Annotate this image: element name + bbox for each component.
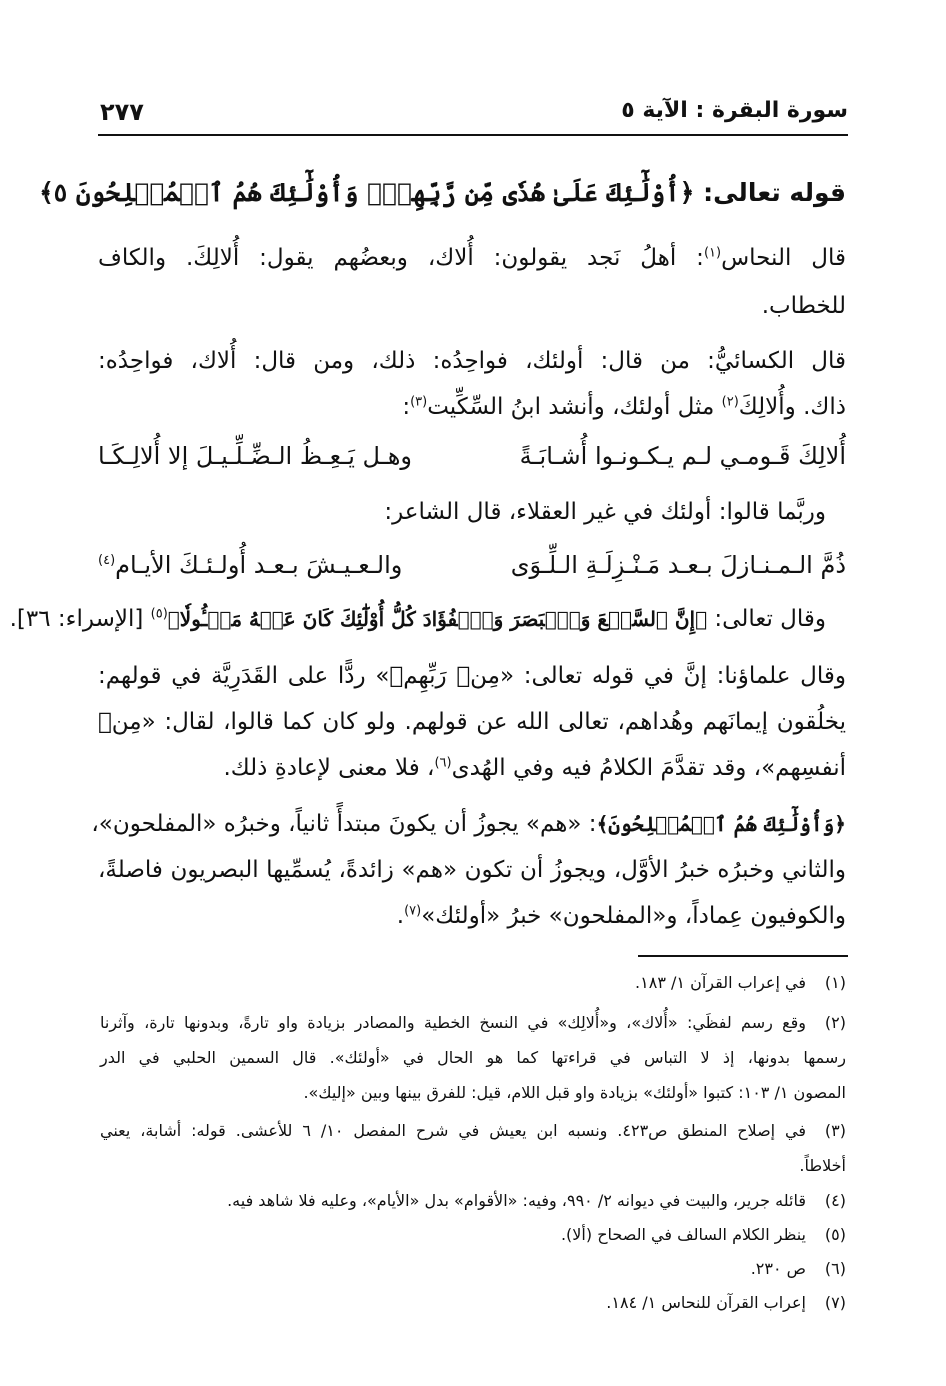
paragraph-line: والكوفيون عِماداً، و«المفلحون» خبرُ «أولئك»$^{(٧)}$. bbox=[396, 903, 846, 929]
footnote-rule bbox=[638, 955, 848, 957]
paragraph-line: قال النحاس$^{(١)}$: أهلُ نَجد يقولون: أُلاك، وبعضُهم يقول: أُلالِكَ. والكاف bbox=[98, 245, 846, 271]
footnote-ref: (٣) bbox=[410, 394, 428, 410]
footnote-ref: (٧) bbox=[404, 903, 422, 919]
paragraph-line: وقال علماؤنا: إنَّ في قوله تعالى: «مِنۡ رَبِّهِمۡ» ردًّا على القَدَرِيَّة في قولهم: bbox=[98, 663, 846, 689]
poem-verse bbox=[98, 551, 846, 585]
paragraph-line: والثاني وخبرُه خبرُ الأوَّل، ويجوزُ أن تكون «هم» زائدةً، يُسمِّيها البصريون فاصلةً، bbox=[98, 857, 846, 883]
poem-hemistich: ذُمَّ الـمـنـازلَ بـعـد مَـنْـزِلَـةِ الـلِّـوَى bbox=[510, 551, 846, 579]
footnote-text: في إعراب القرآن ١/ ١٨٣. bbox=[635, 973, 806, 992]
page-header bbox=[100, 98, 848, 134]
footnote-number: (٢) bbox=[824, 1013, 846, 1032]
footnote-text: ص ٢٣٠. bbox=[750, 1259, 806, 1278]
paragraph-line: وقال تعالى: ﴿إِنَّ ٱلسَّمۡعَ وَٱلۡبَصَرَ وَٱلۡفُؤَادَ كُلُّ أُوْلَٰٓئِكَ كَانَ عَنۡهُ مَسۡـُٔولٗا﴾$^{(٥)}$ [الإسراء: ٣٦]. bbox=[9, 606, 826, 632]
verse-heading bbox=[39, 178, 846, 208]
footnote-number: (٤) bbox=[824, 1191, 846, 1210]
footnote-number: (٧) bbox=[824, 1293, 846, 1312]
footnote-text: ينظر الكلام السالف في الصحاح (ألا). bbox=[560, 1225, 806, 1244]
paragraph-line: يخلُقون إيمانَهم وهُداهم، تعالى الله عن قولهم. ولو كان كما قالوا، لقال: «مِنۡ bbox=[98, 709, 846, 735]
footnote-number: (٦) bbox=[824, 1259, 846, 1278]
header-rule bbox=[98, 134, 848, 136]
paragraph-line: قال الكسائيُّ: من قال: أولئك، فواحِدُه: ذلك، ومن قال: أُلاك، فواحِدُه: bbox=[98, 348, 846, 374]
poem-hemistich: أُلالِكَ قَـومـي لـم يـكـونـوا أُشـابَـةً bbox=[519, 442, 846, 470]
paragraph-line: للخطاب. bbox=[761, 293, 846, 319]
footnote-text: المصون ١/ ١٠٣: كتبوا «أولئك» بزيادة واو قبل اللام، قيل: للفرق بينها وبين «إليك». bbox=[303, 1083, 846, 1102]
page-number: ٢٧٧ bbox=[100, 98, 144, 126]
paragraph-line: أنفسِهم»، وقد تقدَّمَ الكلامُ فيه وفي الهُدى$^{(٦)}$، فلا معنى لإعادةِ ذلك. bbox=[223, 755, 846, 781]
paragraph-line: وربَّما قالوا: أولئك في غير العقلاء، قال الشاعر: bbox=[384, 499, 826, 525]
footnote-text: وقع رسم لفظَي: «أُلاك»، و«أُلالِك» في النسخ الخطية والمصادر بزيادة واو تارةً، وبدونها تارة، وآثرنا bbox=[100, 1013, 806, 1032]
footnote-text: أخلاطاً. bbox=[799, 1156, 846, 1175]
footnote-text: رسمها بدونها، إذ لا التباس في قراءتها كما هو الحال في «أولئك». قال السمين الحلبي في الدر bbox=[100, 1048, 846, 1067]
footnote-ref: (٥) bbox=[150, 606, 168, 622]
verse-text: ﴿أُوْلَٰٓئِكَ عَلَىٰ هُدٗى مِّن رَّبِّهِمۡۖ وَأُوْلَٰٓئِكَ هُمُ ٱلۡمُفۡلِحُونَ ٥﴾ bbox=[39, 178, 695, 207]
paragraph-line: ذاك. وأُلالِكَ$^{(٢)}$ مثل أولئك، وأنشد ابنُ السِّكِّيت$^{(٣)}$: bbox=[402, 394, 846, 420]
footnote-number: (٥) bbox=[824, 1225, 846, 1244]
verse-intro: قوله تعالى: bbox=[703, 178, 846, 207]
verse-quote: ﴿وَأُوْلَٰٓئِكَ هُمُ ٱلۡمُفۡلِحُونَ﴾ bbox=[596, 812, 846, 836]
footnote-ref: (١) bbox=[703, 245, 722, 261]
poem-verse bbox=[98, 442, 846, 476]
running-title: سورة البقرة : الآية ٥ bbox=[621, 98, 848, 123]
poem-hemistich: والـعـيـشَ بـعـد أُولـئـكَ الأيـام$^{(٤)}$ bbox=[98, 551, 403, 579]
footnote-text: قائله جرير، والبيت في ديوانه ٢/ ٩٩٠، وفيه: «الأقوام» بدل «الأيام»، وعليه فلا شاهد فيه. bbox=[227, 1191, 806, 1210]
footnote-ref: (٤) bbox=[98, 553, 116, 568]
poem-hemistich: وهـل يَـعِـظُ الـضِّـلِّـيـلَ إلا أُلالِـكَـا bbox=[98, 442, 413, 470]
footnote-text: إعراب القرآن للنحاس ١/ ١٨٤. bbox=[606, 1293, 806, 1312]
footnote-ref: (٦) bbox=[434, 755, 452, 771]
footnote-ref: (٢) bbox=[721, 394, 739, 410]
paragraph-line: ﴿وَأُوْلَٰٓئِكَ هُمُ ٱلۡمُفۡلِحُونَ﴾: «هم» يجوزُ أن يكونَ مبتدأً ثانياً، وخبرُه «المفلحون»، bbox=[91, 811, 846, 837]
footnote-text: في إصلاح المنطق ص٤٢٣. ونسبه ابن يعيش في شرح المفصل ١٠/ ٦ للأعشى. قوله: أشابة، يعني bbox=[100, 1121, 806, 1140]
footnote-number: (١) bbox=[824, 973, 846, 992]
verse-quote: ﴿إِنَّ ٱلسَّمۡعَ وَٱلۡبَصَرَ وَٱلۡفُؤَادَ كُلُّ أُوْلَٰٓئِكَ كَانَ عَنۡهُ مَسۡـُٔولٗا﴾ bbox=[167, 607, 708, 631]
footnote-number: (٣) bbox=[824, 1121, 846, 1140]
